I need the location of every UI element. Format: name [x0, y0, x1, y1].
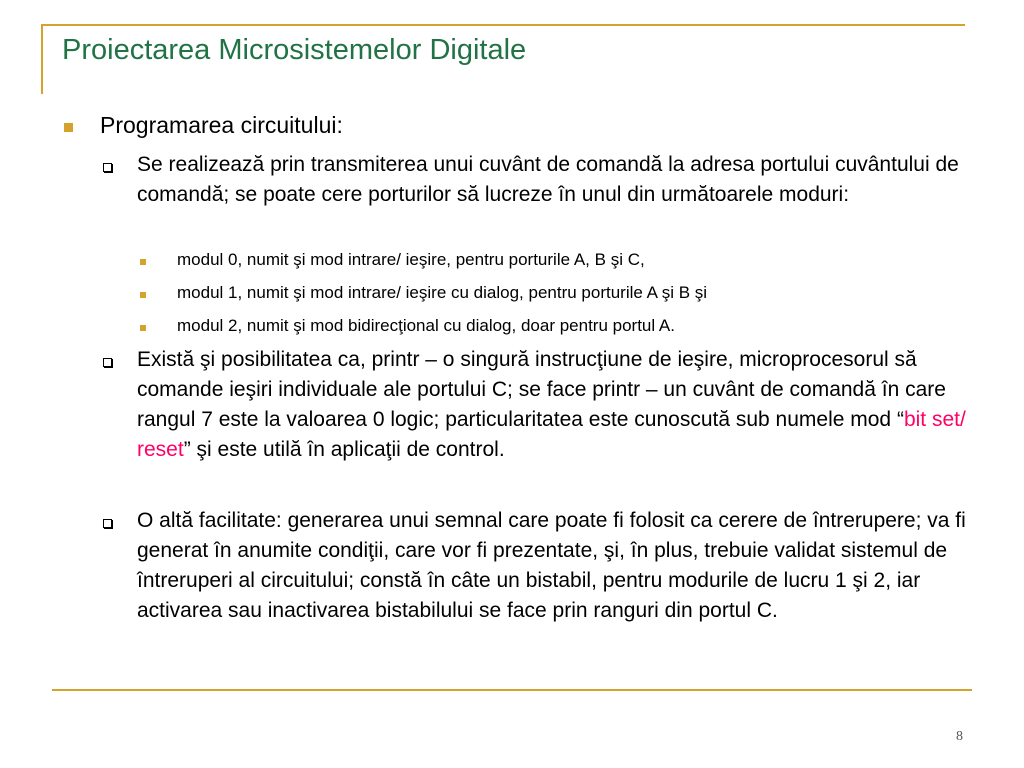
hollow-square-bullet-icon: [103, 163, 112, 172]
square-bullet-icon: [64, 123, 73, 132]
paragraph-interrupt-facility: O altă facilitate: generarea unui semnal care poate fi folosit ca cerere de întrerupere; va fi generat în anumite condiţii, care vor fi prezentate, şi, în plus, trebuie validat sistemul de întreruperi al circuitului; constă în câte un bistabil, pentru modurile de lucru 1 şi 2, iar activarea sau inactivarea bistabilului se face prin ranguri din portul C.: [137, 509, 966, 622]
paragraph-programming-mode: Se realizează prin transmiterea unui cuvânt de comandă la adresa portului cuvântului de comandă; se poate cere porturilor să lucreze în unul din următoarele moduri:: [137, 153, 959, 206]
paragraph-bit-set-reset: [137, 345, 967, 465]
small-square-bullet-icon: [140, 259, 146, 265]
mode-item-1: modul 1, numit şi mod intrare/ ieşire cu dialog, pentru porturile A şi B şi: [177, 283, 708, 302]
slide-title: Proiectarea Microsistemelor Digitale: [62, 34, 527, 66]
title-accent-horizontal-line: [41, 24, 965, 26]
small-square-bullet-icon: [140, 325, 146, 331]
title-accent-vertical-line: [41, 24, 43, 94]
small-square-bullet-icon: [140, 292, 146, 298]
paragraph-text-part: ” şi este utilă în aplicaţii de control.: [183, 438, 505, 461]
highlighted-term: bit set/ reset: [137, 408, 966, 461]
footer-divider-line: [52, 689, 972, 691]
paragraph-text-part: Există şi posibilitatea ca, printr – o singură instrucţiune de ieşire, microprocesorul să comande ieşiri individuale ale portului C; se face printr – un cuvânt de comandă în care rangul 7 este la valoarea 0 logic; particularitatea este cunoscută sub numele mod “: [137, 348, 946, 431]
hollow-square-bullet-icon: [103, 358, 112, 367]
page-number: 8: [956, 729, 963, 744]
mode-item-2: modul 2, numit şi mod bidirecţional cu dialog, doar pentru portul A.: [177, 316, 675, 335]
section-heading: Programarea circuitului:: [100, 112, 343, 138]
hollow-square-bullet-icon: [103, 519, 112, 528]
mode-item-0: modul 0, numit şi mod intrare/ ieşire, pentru porturile A, B şi C,: [177, 250, 645, 269]
